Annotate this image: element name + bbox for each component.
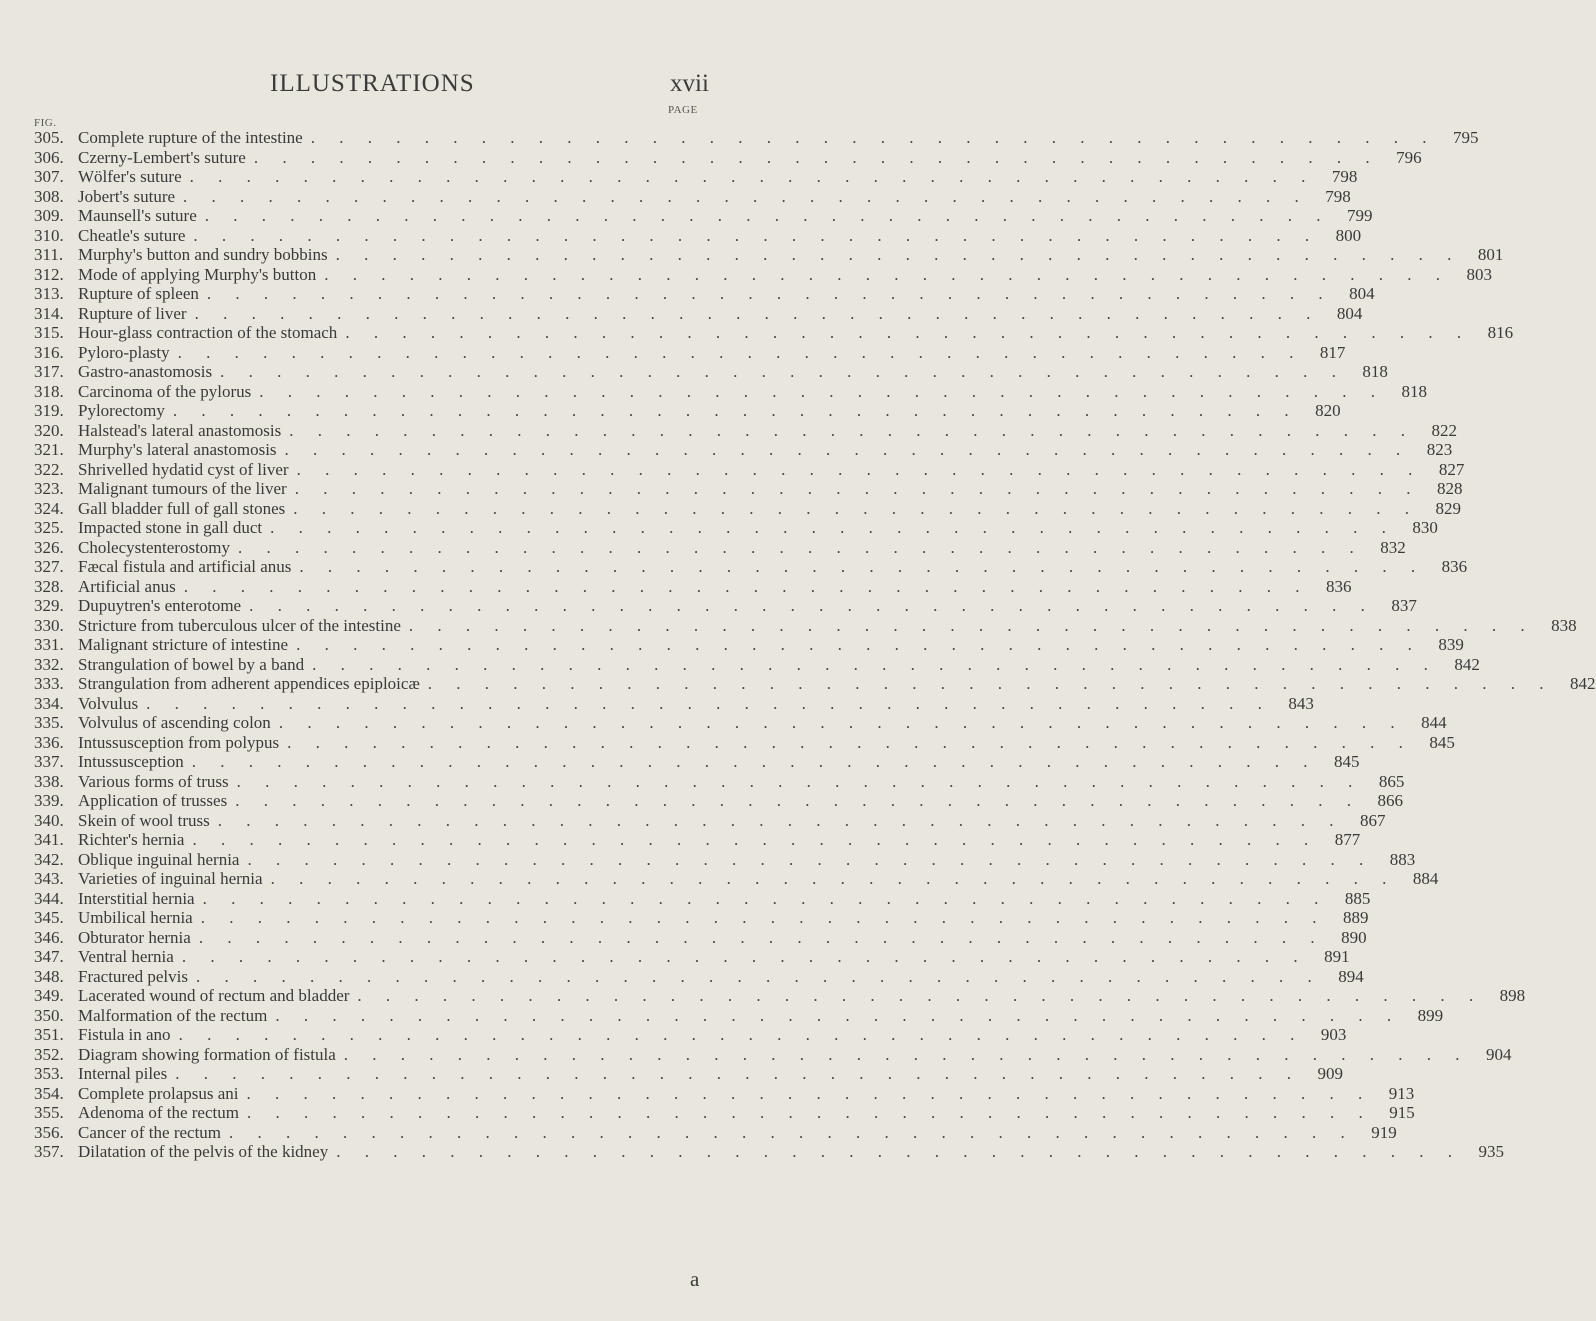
list-item <box>34 225 1362 246</box>
figure-number: 350. <box>34 1005 64 1025</box>
list-item <box>34 167 1358 187</box>
page-number: xvii <box>670 70 709 97</box>
dot-leader: . . . . . . . . . . . . . . . . . . . . . . . . . . . . . . . . . . . . . . . . <box>246 1103 1373 1122</box>
page-reference: 837 <box>1391 596 1417 615</box>
figure-title: Rupture of spleen <box>78 284 199 303</box>
dot-leader: . . . . . . . . . . . . . . . . . . . . . . . . . . . . . . . . . . . . . . . . <box>270 869 1397 888</box>
page-reference: 843 <box>1288 693 1314 713</box>
signature-mark: a <box>690 1267 700 1291</box>
figure-number: 308. <box>34 186 64 206</box>
page-reference: 935 <box>1478 1142 1504 1161</box>
page-reference: 909 <box>1317 1064 1343 1083</box>
list-item <box>34 849 1416 870</box>
dot-leader: . . . . . . . . . . . . . . . . . . . . . . . . . . . . . . . . . . . . . . . . <box>178 1025 1305 1044</box>
figure-title: Dilatation of the pelvis of the kidney <box>78 1142 329 1161</box>
dot-leader: . . . . . . . . . . . . . . . . . . . . . . . . . . . . . . . . . . . . . . . . <box>193 225 1320 245</box>
list-item <box>34 810 1386 831</box>
figure-title: Various forms of truss <box>78 771 229 791</box>
figure-number: 319. <box>34 401 64 420</box>
dot-leader: . . . . . . . . . . . . . . . . . . . . . . . . . . . . . . . . . . . . . . . . <box>249 596 1375 615</box>
list-item <box>34 186 1351 207</box>
list-item <box>34 420 1457 441</box>
page-reference: 800 <box>1335 225 1362 245</box>
figure-title: Maunsell's suture <box>78 206 197 225</box>
page-reference: 885 <box>1344 888 1371 908</box>
figure-number: 349. <box>34 986 64 1005</box>
dot-leader: . . . . . . . . . . . . . . . . . . . . . . . . . . . . . . . . . . . . . . . . <box>198 927 1325 947</box>
figure-title: Cheatle's suture <box>78 225 186 245</box>
figure-title: Internal piles <box>78 1064 168 1083</box>
page-reference: 823 <box>1426 440 1453 459</box>
list-item <box>34 830 1361 850</box>
dot-leader: . . . . . . . . . . . . . . . . . . . . . . . . . . . . . . . . . . . . . . . . <box>246 1083 1373 1103</box>
list-item <box>34 908 1369 928</box>
list-item <box>34 576 1352 597</box>
figure-title: Volvulus of ascending colon <box>78 713 271 732</box>
figure-title: Malformation of the rectum <box>78 1005 268 1025</box>
list-item <box>34 401 1341 421</box>
dot-leader: . . . . . . . . . . . . . . . . . . . . . . . . . . . . . . . . . . . . . . . . <box>336 1142 1462 1161</box>
page-reference: 890 <box>1341 927 1367 947</box>
figure-number: 342. <box>34 849 64 869</box>
list-item <box>34 693 1314 714</box>
list-item <box>34 966 1364 987</box>
list-item <box>34 713 1447 733</box>
list-item <box>34 674 1596 694</box>
page-reference: 818 <box>1401 381 1428 401</box>
dot-leader: . . . . . . . . . . . . . . . . . . . . . . . . . . . . . . . . . . . . . . . . <box>192 830 1319 849</box>
figure-title: Obturator hernia <box>78 927 191 947</box>
figure-title: Shrivelled hydatid cyst of liver <box>78 459 289 479</box>
page-reference: 845 <box>1334 752 1360 771</box>
dot-leader: . . . . . . . . . . . . . . . . . . . . . . . . . . . . . . . . . . . . . . . . <box>189 167 1316 186</box>
page-reference: 844 <box>1421 713 1447 732</box>
figure-number: 329. <box>34 596 64 615</box>
page-reference: 913 <box>1388 1083 1415 1103</box>
figure-title: Fæcal fistula and artificial anus <box>78 557 292 576</box>
page-reference: 796 <box>1396 147 1422 167</box>
figure-number: 351. <box>34 1025 64 1044</box>
page-reference: 836 <box>1325 576 1352 596</box>
page-reference: 884 <box>1412 869 1439 888</box>
dot-leader: . . . . . . . . . . . . . . . . . . . . . . . . . . . . . . . . . . . . . . . . <box>427 674 1554 693</box>
figure-number: 331. <box>34 635 64 654</box>
dot-leader: . . . . . . . . . . . . . . . . . . . . . . . . . . . . . . . . . . . . . . . . <box>175 1064 1301 1083</box>
page-reference: 820 <box>1315 401 1341 420</box>
list-item <box>34 596 1417 616</box>
figure-number: 357. <box>34 1142 64 1161</box>
page-reference: 816 <box>1487 323 1514 342</box>
list-item <box>34 635 1464 655</box>
list-item <box>34 869 1439 889</box>
figure-number: 315. <box>34 323 64 342</box>
page-reference: 899 <box>1417 1005 1444 1025</box>
figure-title: Gastro-anastomosis <box>78 362 213 381</box>
page-reference: 818 <box>1362 362 1388 381</box>
figure-number: 355. <box>34 1103 64 1122</box>
dot-leader: . . . . . . . . . . . . . . . . . . . . . . . . . . . . . . . . . . . . . . . . <box>294 479 1421 498</box>
figure-number: 347. <box>34 947 64 966</box>
list-item <box>34 1005 1444 1026</box>
figure-title: Dupuytren's enterotome <box>78 596 242 615</box>
figure-number: 333. <box>34 674 64 693</box>
figure-number: 353. <box>34 1064 64 1083</box>
figure-title: Hour-glass contraction of the stomach <box>78 323 338 342</box>
dot-leader: . . . . . . . . . . . . . . . . . . . . . . . . . . . . . . . . . . . . . . . . <box>206 284 1333 303</box>
dot-leader: . . . . . . . . . . . . . . . . . . . . . . . . . . . . . . . . . . . . . . . . <box>146 693 1272 713</box>
figure-number: 344. <box>34 888 64 908</box>
page-reference: 795 <box>1452 128 1479 147</box>
page-reference: 865 <box>1378 771 1405 791</box>
page-reference: 915 <box>1389 1103 1415 1122</box>
figure-number: 328. <box>34 576 64 596</box>
figure-title: Artificial anus <box>78 576 176 596</box>
list-item <box>34 654 1480 675</box>
figure-title: Fistula in ano <box>78 1025 171 1044</box>
dot-leader: . . . . . . . . . . . . . . . . . . . . . . . . . . . . . . . . . . . . . . . . <box>289 420 1415 440</box>
list-item <box>34 791 1403 811</box>
dot-leader: . . . . . . . . . . . . . . . . . . . . . . . . . . . . . . . . . . . . . . . . <box>247 849 1374 869</box>
page-reference: 804 <box>1336 303 1363 323</box>
illustrations-list <box>34 128 1596 1162</box>
list-item <box>34 1122 1397 1143</box>
figure-title: Strangulation from adherent appendices epiploicæ <box>78 674 420 693</box>
page-reference: 903 <box>1320 1025 1347 1044</box>
list-item <box>34 147 1422 168</box>
page-reference: 836 <box>1441 557 1468 576</box>
list-item <box>34 771 1405 792</box>
figure-number: 318. <box>34 381 64 401</box>
dot-leader: . . . . . . . . . . . . . . . . . . . . . . . . . . . . . . . . . . . . . . . . <box>220 362 1346 381</box>
figure-title: Mode of applying Murphy's button <box>78 264 317 284</box>
list-item <box>34 128 1479 148</box>
page-column-label: PAGE <box>668 104 698 116</box>
dot-leader: . . . . . . . . . . . . . . . . . . . . . . . . . . . . . . . . . . . . . . . . <box>194 303 1321 323</box>
list-item <box>34 440 1453 460</box>
figure-title: Fractured pelvis <box>78 966 188 986</box>
list-item <box>34 888 1371 909</box>
figure-number: 341. <box>34 830 64 849</box>
list-item <box>34 264 1492 285</box>
page-reference: 832 <box>1380 537 1406 557</box>
figure-number: 327. <box>34 557 64 576</box>
figure-number: 325. <box>34 518 64 537</box>
dot-leader: . . . . . . . . . . . . . . . . . . . . . . . . . . . . . . . . . . . . . . . . <box>235 791 1361 810</box>
figure-number: 339. <box>34 791 64 810</box>
page-reference: 830 <box>1412 518 1438 537</box>
page-reference: 889 <box>1342 908 1369 927</box>
dot-leader: . . . . . . . . . . . . . . . . . . . . . . . . . . . . . . . . . . . . . . . . <box>296 635 1422 654</box>
figure-number: 334. <box>34 693 64 713</box>
list-item <box>34 947 1350 967</box>
figure-title: Wölfer's suture <box>78 167 182 186</box>
figure-number: 311. <box>34 245 64 264</box>
figure-title: Pylorectomy <box>78 401 165 420</box>
list-item <box>34 518 1438 538</box>
figure-title: Carcinoma of the pylorus <box>78 381 252 401</box>
dot-leader: . . . . . . . . . . . . . . . . . . . . . . . . . . . . . . . . . . . . . . . . <box>284 440 1411 459</box>
dot-leader: . . . . . . . . . . . . . . . . . . . . . . . . . . . . . . . . . . . . . . . . <box>408 615 1535 635</box>
page-reference: 804 <box>1349 284 1375 303</box>
figure-number: 352. <box>34 1044 64 1064</box>
figure-title: Rupture of liver <box>78 303 187 323</box>
figure-title: Complete rupture of the intestine <box>78 128 303 147</box>
dot-leader: . . . . . . . . . . . . . . . . . . . . . . . . . . . . . . . . . . . . . . . . <box>238 537 1364 557</box>
dot-leader: . . . . . . . . . . . . . . . . . . . . . . . . . . . . . . . . . . . . . . . . <box>299 557 1426 576</box>
figure-title: Jobert's suture <box>78 186 176 206</box>
list-item <box>34 1044 1512 1065</box>
dot-leader: . . . . . . . . . . . . . . . . . . . . . . . . . . . . . . . . . . . . . . . . <box>275 1005 1402 1025</box>
list-item <box>34 342 1346 363</box>
figure-number: 324. <box>34 498 64 518</box>
dot-leader: . . . . . . . . . . . . . . . . . . . . . . . . . . . . . . . . . . . . . . . . <box>312 654 1438 674</box>
list-item <box>34 381 1428 402</box>
page-reference: 867 <box>1360 810 1386 830</box>
figure-number: 317. <box>34 362 64 381</box>
figure-title: Malignant stricture of intestine <box>78 635 289 654</box>
figure-title: Volvulus <box>78 693 139 713</box>
figure-number: 354. <box>34 1083 64 1103</box>
page-reference: 891 <box>1324 947 1350 966</box>
dot-leader: . . . . . . . . . . . . . . . . . . . . . . . . . . . . . . . . . . . . . . . . <box>253 147 1380 167</box>
page-reference: 838 <box>1551 615 1577 635</box>
figure-title: Murphy's button and sundry bobbins <box>78 245 328 264</box>
figure-title: Application of trusses <box>78 791 228 810</box>
figure-title: Diagram showing formation of fistula <box>78 1044 336 1064</box>
figure-number: 330. <box>34 615 64 635</box>
running-header <box>0 70 800 106</box>
list-item <box>34 303 1363 324</box>
list-item <box>34 206 1373 226</box>
running-title: ILLUSTRATIONS <box>270 70 475 97</box>
page-reference: 801 <box>1477 245 1504 264</box>
figure-title: Intussusception from polypus <box>78 732 280 752</box>
figure-title: Richter's hernia <box>78 830 185 849</box>
figure-number: 310. <box>34 225 64 245</box>
figure-number: 332. <box>34 654 64 674</box>
page-reference: 822 <box>1431 420 1457 440</box>
list-item <box>34 927 1367 948</box>
list-item <box>34 986 1526 1006</box>
figure-number: 320. <box>34 420 64 440</box>
figure-number: 316. <box>34 342 64 362</box>
page-reference: 829 <box>1435 498 1462 518</box>
figure-number: 345. <box>34 908 64 927</box>
list-item <box>34 537 1406 558</box>
figure-number: 340. <box>34 810 64 830</box>
figure-number: 313. <box>34 284 64 303</box>
page-reference: 839 <box>1438 635 1464 654</box>
dot-leader: . . . . . . . . . . . . . . . . . . . . . . . . . . . . . . . . . . . . . . . . <box>183 576 1310 596</box>
dot-leader: . . . . . . . . . . . . . . . . . . . . . . . . . . . . . . . . . . . . . . . . <box>278 713 1405 732</box>
figure-number: 337. <box>34 752 64 771</box>
figure-title: Halstead's lateral anastomosis <box>78 420 282 440</box>
figure-title: Intussusception <box>78 752 184 771</box>
figure-title: Cholecystenterostomy <box>78 537 231 557</box>
dot-leader: . . . . . . . . . . . . . . . . . . . . . . . . . . . . . . . . . . . . . . . . <box>345 323 1472 342</box>
figure-number: 348. <box>34 966 64 986</box>
page-reference: 799 <box>1347 206 1373 225</box>
dot-leader: . . . . . . . . . . . . . . . . . . . . . . . . . . . . . . . . . . . . . . . . <box>270 518 1396 537</box>
dot-leader: . . . . . . . . . . . . . . . . . . . . . . . . . . . . . . . . . . . . . . . . <box>196 966 1322 986</box>
figure-number: 346. <box>34 927 64 947</box>
figure-number: 307. <box>34 167 64 186</box>
dot-leader: . . . . . . . . . . . . . . . . . . . . . . . . . . . . . . . . . . . . . . . . <box>229 1122 1355 1142</box>
fig-column-label: FIG. <box>34 117 57 129</box>
figure-number: 314. <box>34 303 64 323</box>
figure-number: 323. <box>34 479 64 498</box>
page-reference: 842 <box>1454 654 1480 674</box>
figure-number: 309. <box>34 206 64 225</box>
page-reference: 919 <box>1371 1122 1397 1142</box>
list-item <box>34 1064 1343 1084</box>
dot-leader: . . . . . . . . . . . . . . . . . . . . . . . . . . . . . . . . . . . . . . . . <box>191 752 1318 771</box>
list-item <box>34 615 1577 636</box>
figure-title: Czerny-Lembert's suture <box>78 147 246 167</box>
figure-title: Oblique inguinal hernia <box>78 849 240 869</box>
dot-leader: . . . . . . . . . . . . . . . . . . . . . . . . . . . . . . . . . . . . . . . . <box>217 810 1344 830</box>
dot-leader: . . . . . . . . . . . . . . . . . . . . . . . . . . . . . . . . . . . . . . . . <box>183 186 1309 206</box>
page-reference: 827 <box>1438 459 1465 479</box>
dot-leader: . . . . . . . . . . . . . . . . . . . . . . . . . . . . . . . . . . . . . . . . <box>287 732 1413 752</box>
page-reference: 894 <box>1338 966 1364 986</box>
list-item <box>34 1103 1415 1123</box>
dot-leader: . . . . . . . . . . . . . . . . . . . . . . . . . . . . . . . . . . . . . . . . <box>343 1044 1470 1064</box>
page-reference: 798 <box>1325 186 1351 206</box>
figure-number: 306. <box>34 147 64 167</box>
dot-leader: . . . . . . . . . . . . . . . . . . . . . . . . . . . . . . . . . . . . . . . . <box>293 498 1420 518</box>
figure-title: Pyloro-plasty <box>78 342 170 362</box>
figure-number: 343. <box>34 869 64 888</box>
page-reference: 877 <box>1334 830 1361 849</box>
figure-title: Varieties of inguinal hernia <box>78 869 263 888</box>
dot-leader: . . . . . . . . . . . . . . . . . . . . . . . . . . . . . . . . . . . . . . . . <box>172 401 1299 420</box>
page-reference: 817 <box>1319 342 1346 362</box>
figure-number: 356. <box>34 1122 64 1142</box>
list-item <box>34 1142 1504 1162</box>
page-reference: 866 <box>1377 791 1403 810</box>
list-item <box>34 557 1468 577</box>
list-item <box>34 479 1463 499</box>
dot-leader: . . . . . . . . . . . . . . . . . . . . . . . . . . . . . . . . . . . . . . . . <box>200 908 1327 927</box>
page-reference: 798 <box>1331 167 1358 186</box>
figure-title: Malignant tumours of the liver <box>78 479 287 498</box>
figure-number: 305. <box>34 128 64 147</box>
figure-title: Lacerated wound of rectum and bladder <box>78 986 350 1005</box>
dot-leader: . . . . . . . . . . . . . . . . . . . . . . . . . . . . . . . . . . . . . . . . <box>177 342 1304 362</box>
figure-title: Adenoma of the rectum <box>78 1103 239 1122</box>
page-reference: 898 <box>1499 986 1526 1005</box>
figure-title: Interstitial hernia <box>78 888 195 908</box>
figure-title: Strangulation of bowel by a band <box>78 654 305 674</box>
dot-leader: . . . . . . . . . . . . . . . . . . . . . . . . . . . . . . . . . . . . . . . . <box>204 206 1331 225</box>
dot-leader: . . . . . . . . . . . . . . . . . . . . . . . . . . . . . . . . . . . . . . . . <box>259 381 1386 401</box>
page-reference: 828 <box>1436 479 1463 498</box>
list-item <box>34 284 1375 304</box>
list-item <box>34 459 1465 480</box>
figure-number: 322. <box>34 459 64 479</box>
dot-leader: . . . . . . . . . . . . . . . . . . . . . . . . . . . . . . . . . . . . . . . . <box>324 264 1450 284</box>
page-reference: 842 <box>1570 674 1596 693</box>
figure-number: 321. <box>34 440 64 459</box>
list-item <box>34 1025 1347 1045</box>
list-item <box>34 323 1514 343</box>
figure-title: Cancer of the rectum <box>78 1122 222 1142</box>
list-item <box>34 498 1462 519</box>
dot-leader: . . . . . . . . . . . . . . . . . . . . . . . . . . . . . . . . . . . . . . . . <box>357 986 1484 1005</box>
figure-number: 338. <box>34 771 64 791</box>
figure-title: Murphy's lateral anastomosis <box>78 440 277 459</box>
figure-number: 312. <box>34 264 64 284</box>
figure-title: Complete prolapsus ani <box>78 1083 239 1103</box>
figure-title: Impacted stone in gall duct <box>78 518 263 537</box>
page-reference: 803 <box>1466 264 1492 284</box>
figure-title: Gall bladder full of gall stones <box>78 498 286 518</box>
page-reference: 904 <box>1486 1044 1512 1064</box>
list-item <box>34 362 1388 382</box>
figure-number: 335. <box>34 713 64 732</box>
dot-leader: . . . . . . . . . . . . . . . . . . . . . . . . . . . . . . . . . . . . . . . . <box>296 459 1423 479</box>
list-item <box>34 732 1455 753</box>
list-item <box>34 245 1504 265</box>
figure-title: Stricture from tuberculous ulcer of the intestine <box>78 615 401 635</box>
page-reference: 845 <box>1429 732 1455 752</box>
dot-leader: . . . . . . . . . . . . . . . . . . . . . . . . . . . . . . . . . . . . . . . . <box>202 888 1329 908</box>
dot-leader: . . . . . . . . . . . . . . . . . . . . . . . . . . . . . . . . . . . . . . . . <box>310 128 1437 147</box>
dot-leader: . . . . . . . . . . . . . . . . . . . . . . . . . . . . . . . . . . . . . . . . <box>335 245 1462 264</box>
list-item <box>34 1083 1415 1104</box>
figure-title: Skein of wool truss <box>78 810 210 830</box>
dot-leader: . . . . . . . . . . . . . . . . . . . . . . . . . . . . . . . . . . . . . . . . <box>181 947 1308 966</box>
figure-title: Ventral hernia <box>78 947 174 966</box>
dot-leader: . . . . . . . . . . . . . . . . . . . . . . . . . . . . . . . . . . . . . . . . <box>236 771 1363 791</box>
page-reference: 883 <box>1389 849 1416 869</box>
figure-title: Umbilical hernia <box>78 908 193 927</box>
figure-number: 326. <box>34 537 64 557</box>
list-item <box>34 752 1360 772</box>
figure-number: 336. <box>34 732 64 752</box>
